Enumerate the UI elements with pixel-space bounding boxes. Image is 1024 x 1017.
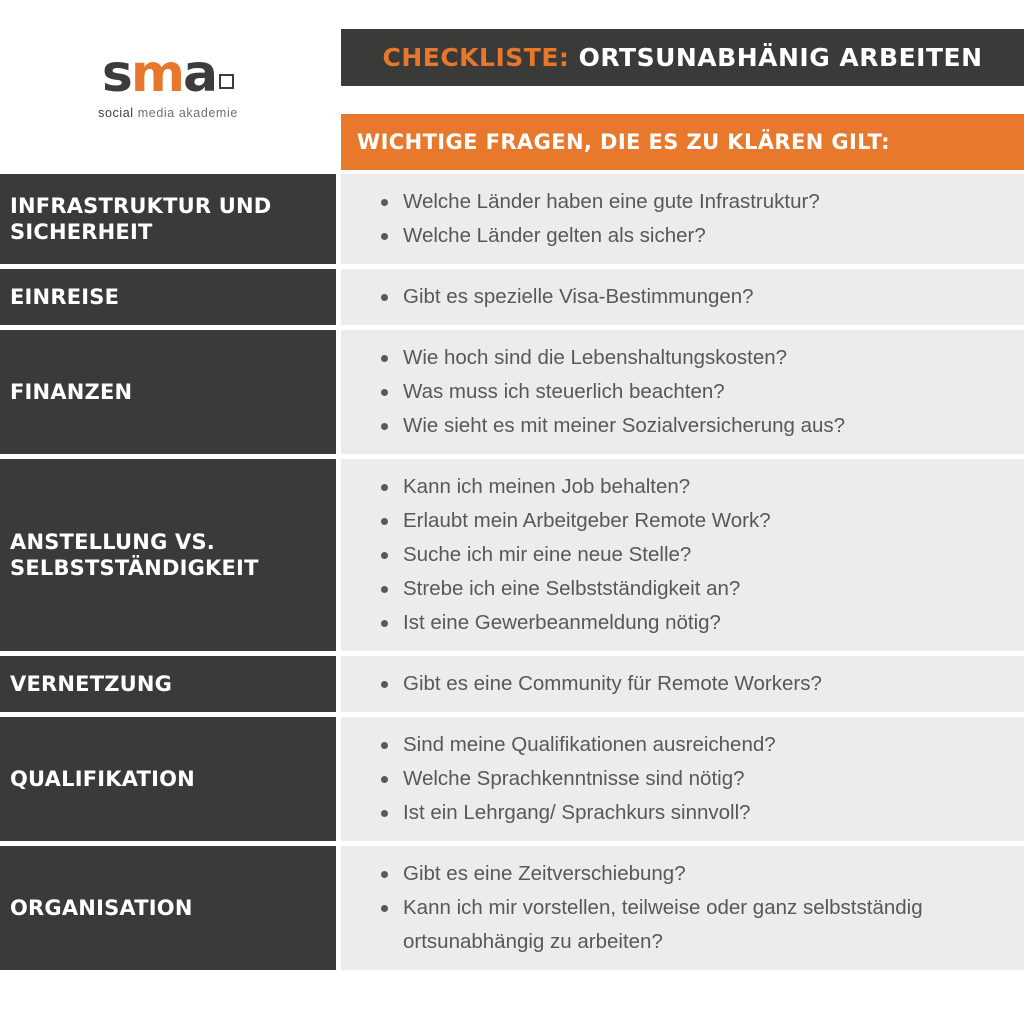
- question-item: Erlaubt mein Arbeitgeber Remote Work?: [377, 504, 1010, 538]
- question-item: Welche Sprachkenntnisse sind nötig?: [377, 762, 1010, 796]
- question-item: Kann ich mir vorstellen, teilweise oder ganz selbstständig ortsunabhängig zu arbeiten?: [377, 891, 1010, 959]
- row-category-cell: [0, 330, 336, 454]
- page-title-lead: CHECKLISTE:: [382, 43, 570, 72]
- title-bar: [341, 29, 1024, 86]
- row-category-cell: [0, 846, 336, 970]
- logo-letter-s: s: [101, 44, 131, 104]
- question-item: Wie hoch sind die Lebenshaltungskosten?: [377, 341, 1010, 375]
- row-category-cell: [0, 174, 336, 264]
- checklist-row: [0, 717, 1024, 841]
- row-questions-cell: [341, 174, 1024, 264]
- logo-tagline-media: media: [137, 106, 175, 120]
- logo-square-icon: [219, 74, 234, 89]
- checklist-row: [0, 269, 1024, 325]
- question-item: Ist eine Gewerbeanmeldung nötig?: [377, 606, 1010, 640]
- row-category-label: ANSTELLUNG VS. SELBSTSTÄNDIGKEIT: [10, 529, 259, 581]
- logo-letter-m: m: [130, 44, 184, 104]
- checklist-row: [0, 846, 1024, 970]
- row-questions-cell: [341, 656, 1024, 712]
- subtitle-bar: [341, 114, 1024, 170]
- question-list: [377, 341, 1010, 443]
- row-category-label: ORGANISATION: [10, 896, 193, 921]
- row-category-cell: [0, 656, 336, 712]
- logo-tagline-akademie: akademie: [178, 106, 238, 120]
- subtitle-label: WICHTIGE FRAGEN, DIE ES ZU KLÄREN GILT:: [357, 130, 890, 154]
- question-list: [377, 280, 1010, 314]
- row-category-label: FINANZEN: [10, 379, 133, 404]
- checklist-row: [0, 174, 1024, 264]
- question-item: Wie sieht es mit meiner Sozialversicherung aus?: [377, 409, 1010, 443]
- page-title-rest: ORTSUNABHÄNIG ARBEITEN: [578, 43, 983, 72]
- logo-letter-a: a: [183, 44, 217, 104]
- question-item: Gibt es eine Community für Remote Workers?: [377, 667, 1010, 701]
- question-item: Was muss ich steuerlich beachten?: [377, 375, 1010, 409]
- checklist-row: [0, 330, 1024, 454]
- question-list: [377, 728, 1010, 830]
- logo-tagline-social: social: [98, 106, 134, 120]
- logo-wordmark: [101, 44, 234, 104]
- question-item: Kann ich meinen Job behalten?: [377, 470, 1010, 504]
- question-item: Welche Länder haben eine gute Infrastruktur?: [377, 185, 1010, 219]
- row-category-label: QUALIFIKATION: [10, 767, 195, 792]
- question-item: Gibt es spezielle Visa-Bestimmungen?: [377, 280, 1010, 314]
- row-category-label: VERNETZUNG: [10, 672, 173, 697]
- question-item: Ist ein Lehrgang/ Sprachkurs sinnvoll?: [377, 796, 1010, 830]
- question-item: Welche Länder gelten als sicher?: [377, 219, 1010, 253]
- row-category-cell: [0, 459, 336, 651]
- question-list: [377, 185, 1010, 253]
- row-questions-cell: [341, 717, 1024, 841]
- sma-logo: [0, 0, 336, 168]
- row-questions-cell: [341, 846, 1024, 970]
- checklist-row: [0, 459, 1024, 651]
- question-list: [377, 667, 1010, 701]
- row-category-cell: [0, 269, 336, 325]
- row-questions-cell: [341, 330, 1024, 454]
- row-category-cell: [0, 717, 336, 841]
- row-category-label: EINREISE: [10, 284, 120, 309]
- question-item: Gibt es eine Zeitverschiebung?: [377, 857, 1010, 891]
- question-item: Suche ich mir eine neue Stelle?: [377, 538, 1010, 572]
- page-title: [382, 43, 982, 72]
- row-category-label: INFRASTRUKTUR UND SICHERHEIT: [10, 193, 272, 245]
- logo-tagline: [98, 106, 238, 120]
- question-list: [377, 470, 1010, 640]
- question-list: [377, 857, 1010, 959]
- row-questions-cell: [341, 269, 1024, 325]
- checklist-rows: [0, 174, 1024, 975]
- row-questions-cell: [341, 459, 1024, 651]
- question-item: Strebe ich eine Selbstständigkeit an?: [377, 572, 1010, 606]
- question-item: Sind meine Qualifikationen ausreichend?: [377, 728, 1010, 762]
- checklist-row: [0, 656, 1024, 712]
